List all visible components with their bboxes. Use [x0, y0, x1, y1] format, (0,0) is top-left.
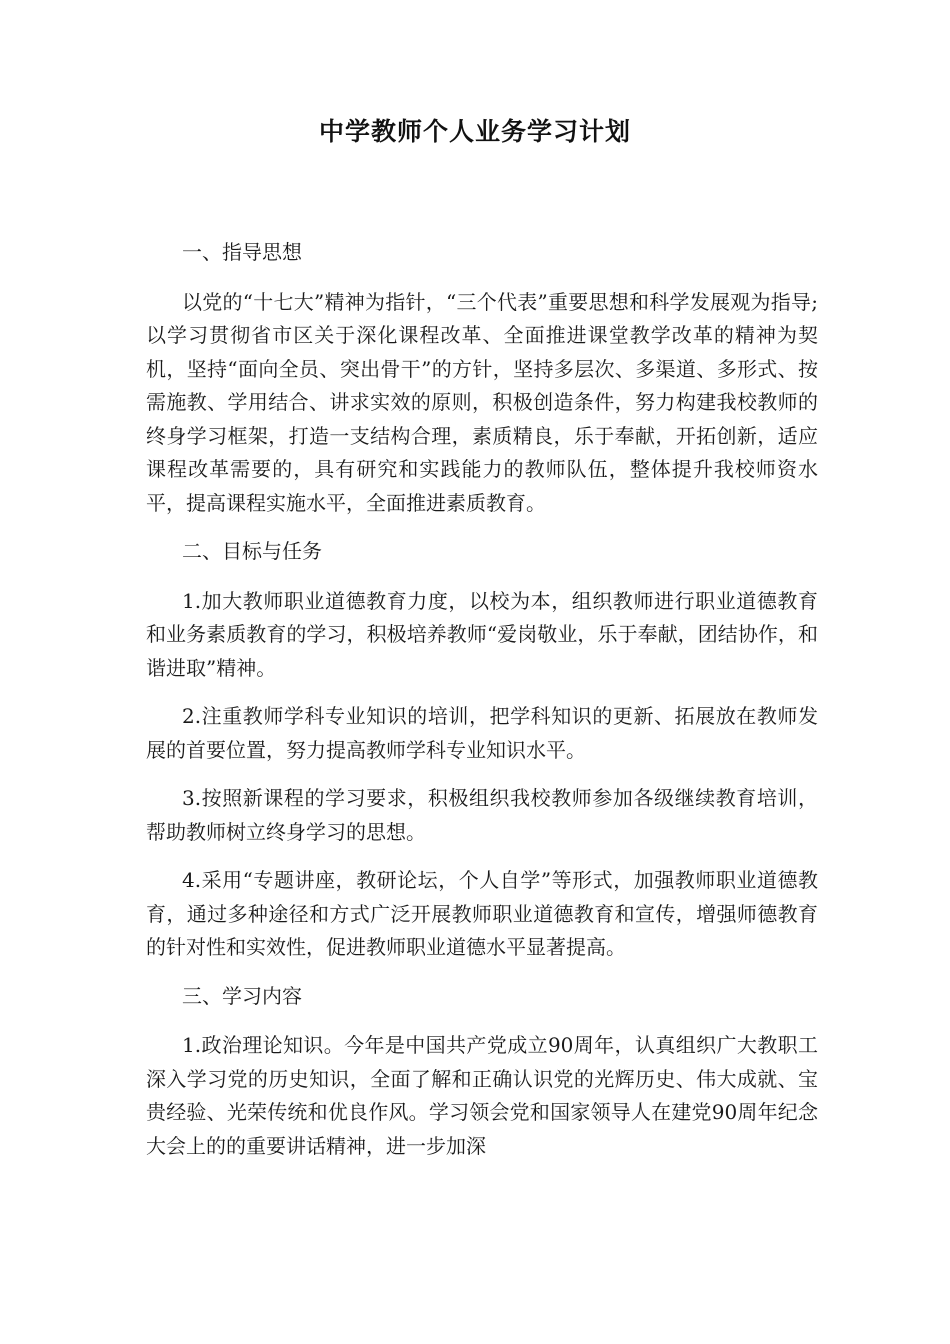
- paragraph-goal-3: 3.按照新课程的学习要求，积极组织我校教师参加各级继续教育培训，帮助教师树立终身学习的思想。: [146, 786, 818, 844]
- document-body: [146, 236, 818, 1178]
- section-heading-goals-tasks: 二、目标与任务: [182, 539, 322, 563]
- paragraph-content-1: 1.政治理论知识。今年是中国共产党成立90周年，认真组织广大教职工深入学习党的历史知识，全面了解和正确认识党的光辉历史、伟大成就、宝贵经验、光荣传统和优良作风。学习领会党和国家领导人在建党90周年纪念大会上的的重要讲话精神，进一步加深: [146, 1033, 818, 1158]
- document-title: 中学教师个人业务学习计划: [318, 117, 631, 146]
- paragraph-goal-2: 2.注重教师学科专业知识的培训，把学科知识的更新、拓展放在教师发展的首要位置，努力提高教师学科专业知识水平。: [146, 704, 818, 762]
- paragraph-guiding-thought: 以党的“十七大”精神为指针，“三个代表”重要思想和科学发展观为指导;以学习贯彻省市区关于深化课程改革、全面推进课堂教学改革的精神为契机，坚持“面向全员、突出骨干”的方针，坚持多层次、多渠道、多形式、按需施教、学用结合、讲求实效的原则，积极创造条件，努力构建我校教师的终身学习框架，打造一支结构合理，素质精良，乐于奉献，开拓创新，适应课程改革需要的，具有研究和实践能力的教师队伍，整体提升我校师资水平，提高课程实施水平，全面推进素质教育。: [146, 289, 818, 515]
- section-heading-study-content: 三、学习内容: [182, 983, 302, 1008]
- paragraph-goal-4: 4.采用“专题讲座，教研论坛，个人自学”等形式，加强教师职业道德教育，通过多种途径和方式广泛开展教师职业道德教育和宣传，增强师德教育的针对性和实效性，促进教师职业道德水平显著提高。: [146, 868, 818, 959]
- paragraph-goal-1: 1.加大教师职业道德教育力度，以校为本，组织教师进行职业道德教育和业务素质教育的学习，积极培养教师“爱岗敬业，乐于奉献，团结协作，和谐进取”精神。: [146, 588, 818, 680]
- section-heading-guiding-thought: 一、指导思想: [182, 240, 302, 264]
